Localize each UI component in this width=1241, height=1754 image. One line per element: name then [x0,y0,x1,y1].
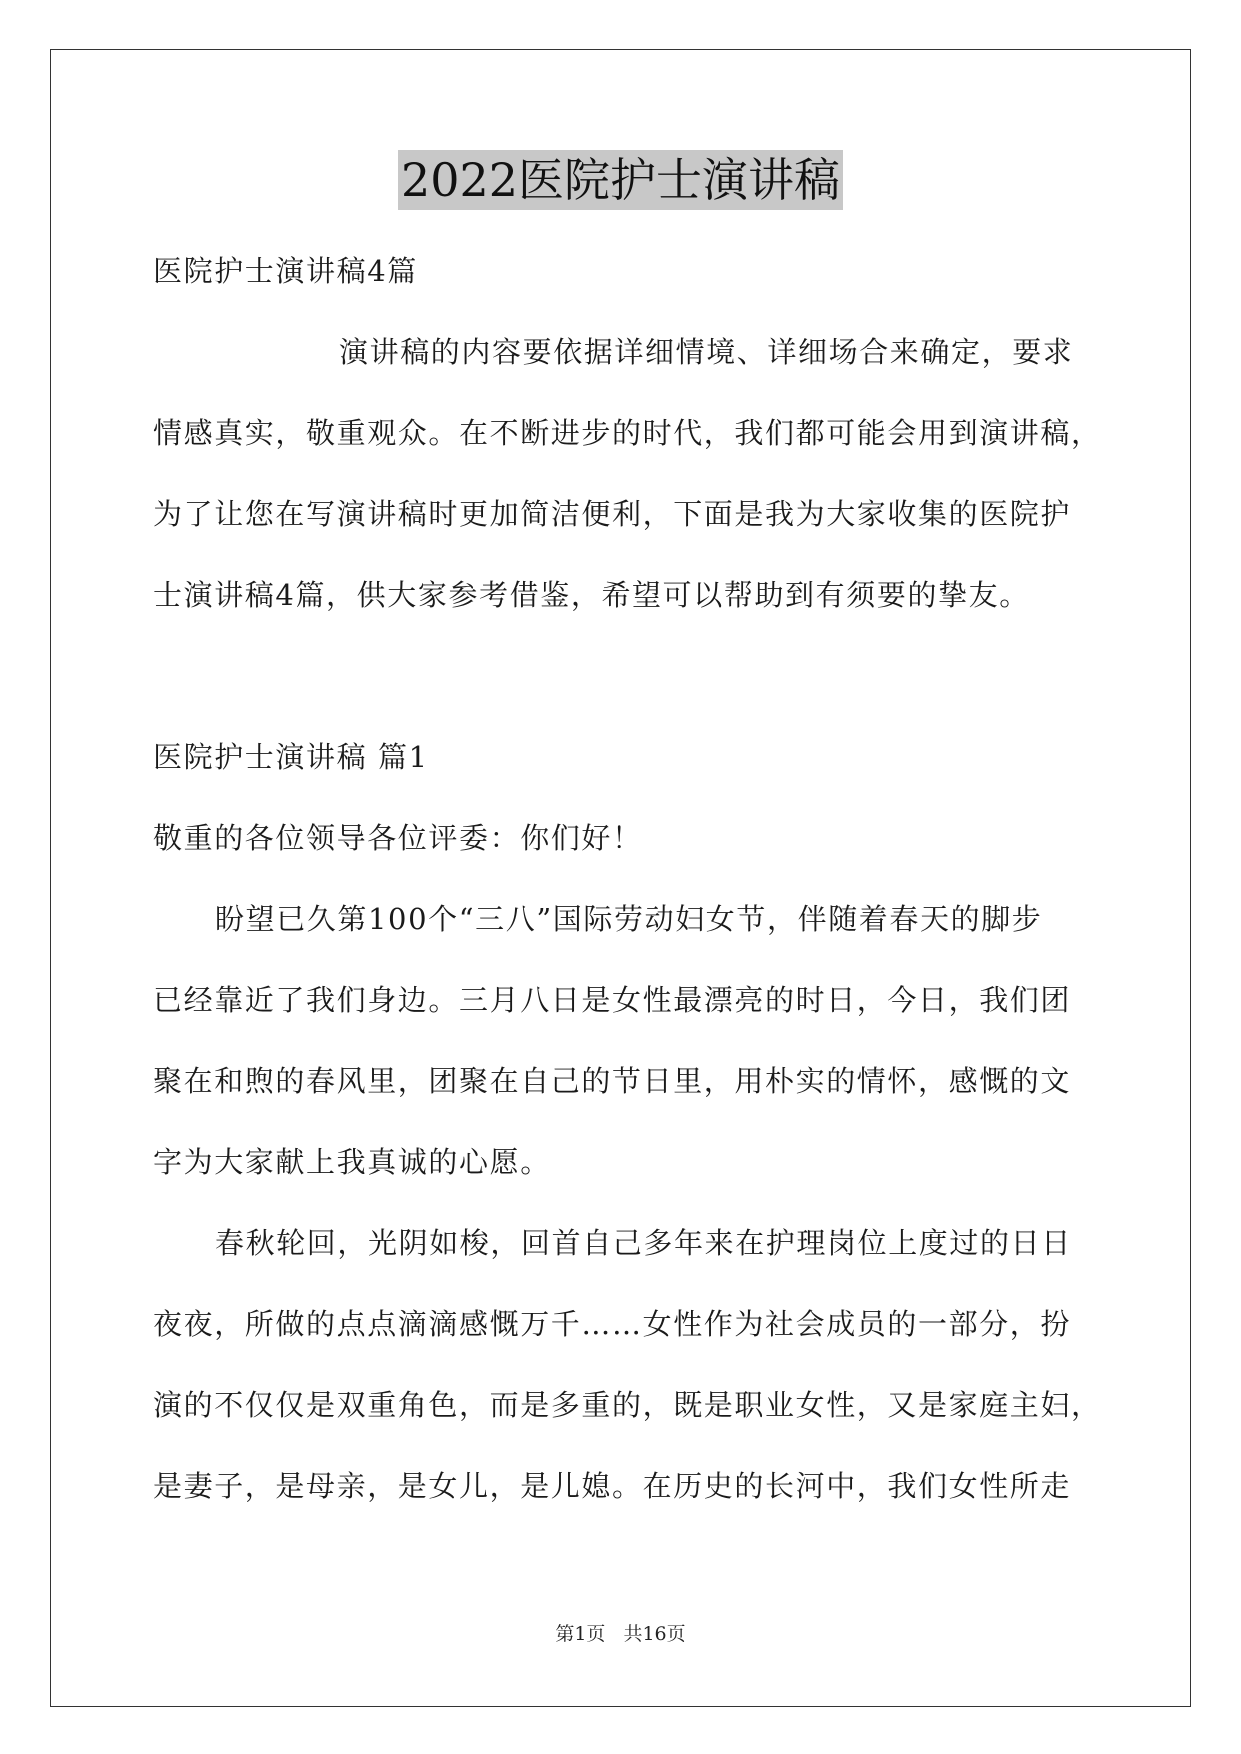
document-body [153,231,1102,1527]
section-heading: 医院护士演讲稿 篇1 [153,740,429,774]
paragraph-line: 已经靠近了我们身边。三月八日是女性最漂亮的时日，今日，我们团 [153,983,1072,1017]
paragraph-line: 聚在和煦的春风里，团聚在自己的节日里，用朴实的情怀，感慨的文 [153,1064,1072,1098]
paragraph-line: 夜夜，所做的点点滴滴感慨万千……女性作为社会成员的一部分，扮 [153,1307,1072,1341]
paragraph-line: 春秋轮回，光阴如梭，回首自己多年来在护理岗位上度过的日日 [215,1226,1072,1260]
intro-line: 士演讲稿4篇，供大家参考借鉴，希望可以帮助到有须要的挚友。 [153,578,1030,612]
paragraph-line: 盼望已久第100个“三八”国际劳动妇女节，伴随着春天的脚步 [215,902,1043,936]
paragraph-line: 字为大家献上我真诚的心愿。 [153,1145,551,1179]
intro-line: 为了让您在写演讲稿时更加简洁便利，下面是我为大家收集的医院护 [153,497,1072,531]
page-total: 共16页 [623,1623,686,1645]
greeting-line: 敬重的各位领导各位评委：你们好！ [153,821,643,855]
page-number: 第1页 [555,1623,606,1645]
intro-line: 情感真实，敬重观众。在不断进步的时代，我们都可能会用到演讲稿， [153,416,1102,450]
document-title: 2022医院护士演讲稿 [398,150,843,210]
paragraph-line: 演的不仅仅是双重角色，而是多重的，既是职业女性，又是家庭主妇， [153,1388,1102,1422]
blank-line [153,636,1093,717]
title-container [0,150,1241,210]
intro-line: 演讲稿的内容要依据详细情境、详细场合来确定，要求 [339,335,1074,369]
document-subtitle: 医院护士演讲稿4篇 [153,254,418,288]
page-footer [0,1620,1241,1648]
paragraph-line: 是妻子，是母亲，是女儿，是儿媳。在历史的长河中，我们女性所走 [153,1469,1072,1503]
